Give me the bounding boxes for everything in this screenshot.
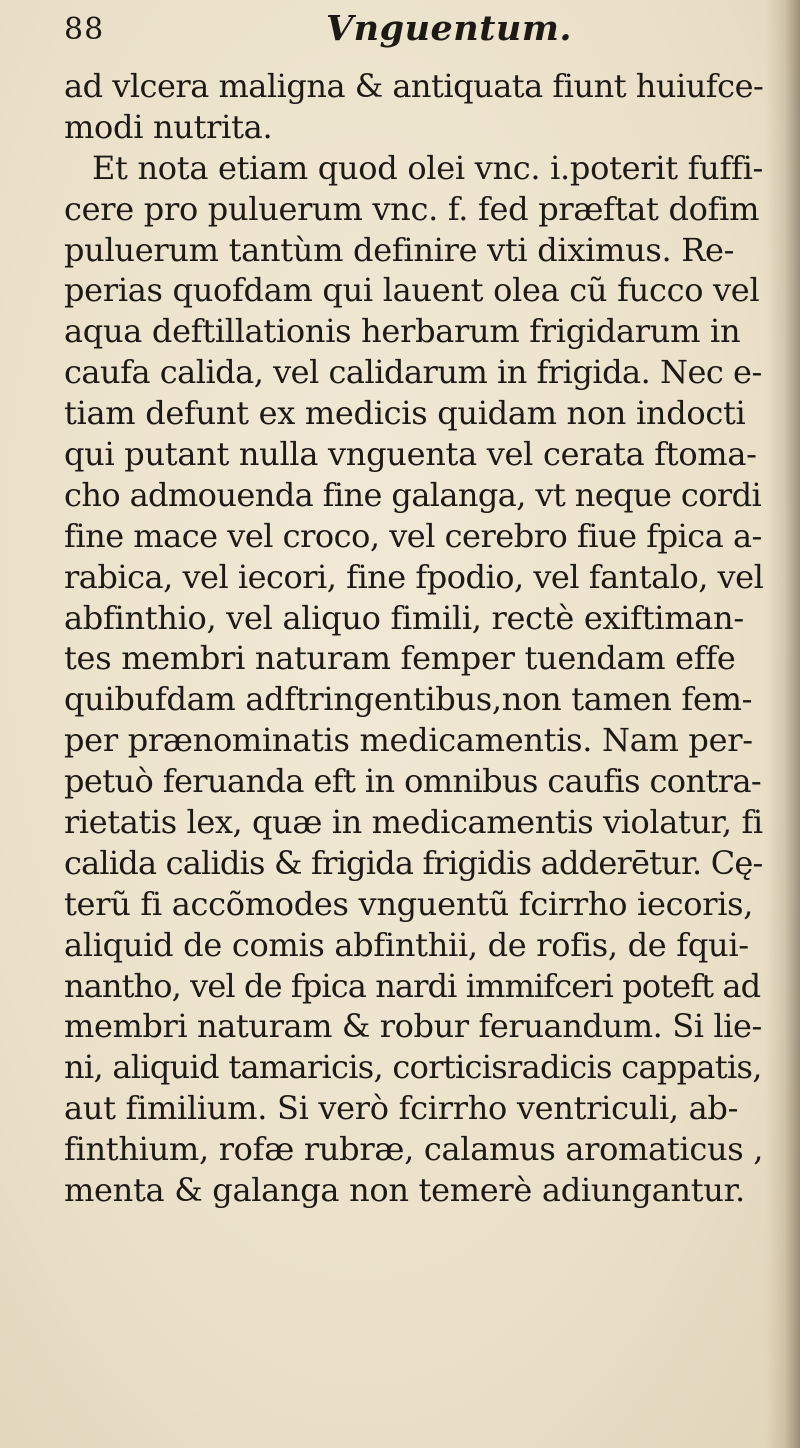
- text-line: quibufdam adftringentibus,non tamen fem-: [64, 680, 753, 719]
- body-text: [64, 66, 764, 1211]
- text-line: rietatis lex, quæ in medicamentis violatur, fi: [64, 803, 763, 842]
- text-line: tiam defunt ex medicis quidam non indocti: [64, 394, 746, 433]
- page-number: 88: [64, 12, 105, 47]
- text-line: tes membri naturam femper tuendam effe: [64, 639, 736, 678]
- text-line: aut fimilium. Si verò fcirrho ventriculi, ab-: [64, 1089, 739, 1128]
- text-line: terũ fi accõmodes vnguentũ fcirrho iecoris,: [64, 884, 754, 923]
- text-line: ni, aliquid tamaricis, corticisradicis cappatis,: [64, 1048, 762, 1087]
- text-line: cere pro puluerum vnc. f. fed præftat dofim: [64, 189, 760, 228]
- text-line: qui putant nulla vnguenta vel cerata ftoma-: [64, 435, 757, 474]
- text-line: puluerum tantùm definire vti diximus. Re-: [64, 230, 735, 269]
- text-line: modi nutrita.: [64, 107, 273, 146]
- text-line: caufa calida, vel calidarum in frigida. Nec e-: [64, 353, 762, 392]
- text-line: aliquid de comis abfinthii, de rofis, de fqui-: [64, 925, 749, 964]
- text-line: finthium, rofæ rubræ, calamus aromaticus ,: [64, 1130, 764, 1169]
- text-line: menta & galanga non temerè adiungantur.: [64, 1171, 745, 1210]
- text-line: cho admouenda fine galanga, vt neque cordi: [64, 475, 762, 514]
- page-edge-shadow: [766, 0, 800, 1448]
- text-line: petuò feruanda eft in omnibus caufis contra-: [64, 762, 762, 801]
- text-line: Et nota etiam quod olei vnc. i.poterit fuffi-: [92, 148, 764, 187]
- text-line: aqua deftillationis herbarum frigidarum in: [64, 312, 741, 351]
- text-line: rabica, vel iecori, fine fpodio, vel fantalo, vel: [64, 557, 764, 596]
- text-line: calida calidis & frigida frigidis adderētur. Cę-: [64, 843, 763, 882]
- text-line: nantho, vel de fpica nardi immifceri poteft ad: [64, 966, 761, 1005]
- text-line: ad vlcera maligna & antiquata fiunt huiufce-: [64, 67, 764, 105]
- text-line: abfinthio, vel aliquo fimili, rectè exiftiman-: [64, 598, 744, 637]
- page-header: [64, 8, 744, 56]
- text-line: membri naturam & robur feruandum. Si lie-: [64, 1007, 762, 1046]
- text-line: fine mace vel croco, vel cerebro fiue fpica a-: [64, 516, 762, 555]
- text-line: perias quofdam qui lauent olea cũ fucco vel: [64, 271, 760, 310]
- running-title: Vnguentum.: [326, 8, 573, 49]
- text-line: per prænominatis medicamentis. Nam per-: [64, 721, 753, 760]
